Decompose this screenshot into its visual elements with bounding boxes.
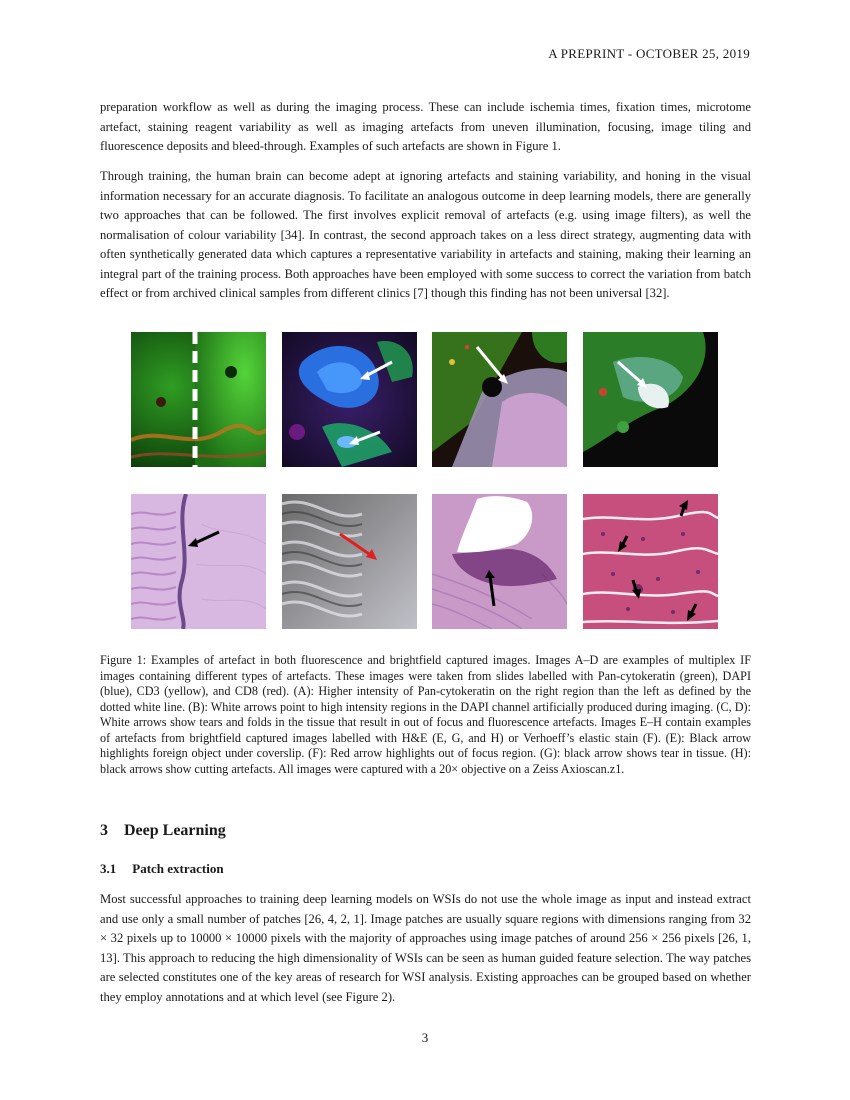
section-title: Deep Learning: [124, 822, 226, 839]
panel-g-brightfield: [432, 494, 567, 629]
section-number: 3: [100, 822, 108, 839]
panel-e-brightfield: [131, 494, 266, 629]
subsection-title: Patch extraction: [132, 861, 224, 876]
panel-h-brightfield: [583, 494, 718, 629]
panel-d-fluorescence: [583, 332, 718, 467]
paragraph-artefacts-intro: preparation workflow as well as during the imaging process. These can include ischemia times, fixation times, microtome artefact, staining reagent variability as well as imaging artefacts from uneven illumination, focusing, image tiling and fluorescence deposits and bleed-through. Examples of such artefacts are shown in Figure 1.: [100, 100, 751, 153]
paragraph-training-approaches: Through training, the human brain can become adept at ignoring artefacts and staining variability, and honing in the visual information necessary for an accurate diagnosis. To facilitate an analogous outcome in deep learning models, there are generally two approaches that can be followed. The first involves explicit removal of artefacts (e.g. using image filters), as well the normalisation of colour variability [34]. In contrast, the second approach takes on a less direct strategy, augmenting data with often synthetically generated data which captures a representative variability in artefacts and staining, making their learning an integral part of the training process. Both approaches have been employed with some success to correct the variation from batch effect or from archived clinical samples from different clinics [7] though this finding has not been universal [32].: [100, 169, 751, 300]
running-header: A PREPRINT - OCTOBER 25, 2019: [548, 46, 750, 61]
panel-a-fluorescence: [131, 332, 266, 467]
subsection-number: 3.1: [100, 861, 117, 876]
panel-b-fluorescence: [282, 332, 417, 467]
panel-c-fluorescence: [432, 332, 567, 467]
paragraph-patch-extraction: Most successful approaches to training deep learning models on WSIs do not use the whole image as input and instead extract and use only a small number of patches [26, 4, 2, 1]. Image patches are usually square regions with dimensions ranging from 32 × 32 pixels up to 10000 × 10000 pixels with the majority of approaches using image patches of around 256 × 256 pixels [26, 1, 13]. This approach to reducing the high dimensionality of WSIs can be seen as human guided feature selection. The way patches are selected constitutes one of the key areas of research for WSI analysis. Existing approaches can be grouped based on whether they employ annotations and at which level (see Figure 2).: [100, 892, 751, 1004]
figure-1-caption: Figure 1: Examples of artefact in both fluorescence and brightfield captured images. Images A–D are examples of multiplex IF images containing different types of artefacts. These images were taken from slides labelled with Pan-cytokeratin (green), DAPI (blue), CD3 (yellow), and CD8 (red). (A): Higher intensity of Pan-cytokeratin on the right region than the left as defined by the dotted white line. (B): White arrows point to high intensity regions in the DAPI channel artificially produced during imaging. (C, D): White arrows show tears and folds in the tissue that result in out of focus and fluorescence artefacts. Images E–H contain examples of artefacts from brightfield captured images labelled with H&E (E, G, and H) or Verhoeff’s elastic stain (F). (E): Black arrow highlights foreign object under coverslip. (F): Red arrow highlights out of focus region. (G): black arrow shows tear in tissue. (H): black arrows show cutting artefacts. All images were captured with a 20× objective on a Zeiss Axioscan.z1.: [100, 653, 751, 776]
page-number: 3: [421, 1030, 429, 1045]
subsection-heading: [100, 861, 224, 877]
section-heading: [100, 822, 226, 840]
panel-f-brightfield: [282, 494, 417, 629]
